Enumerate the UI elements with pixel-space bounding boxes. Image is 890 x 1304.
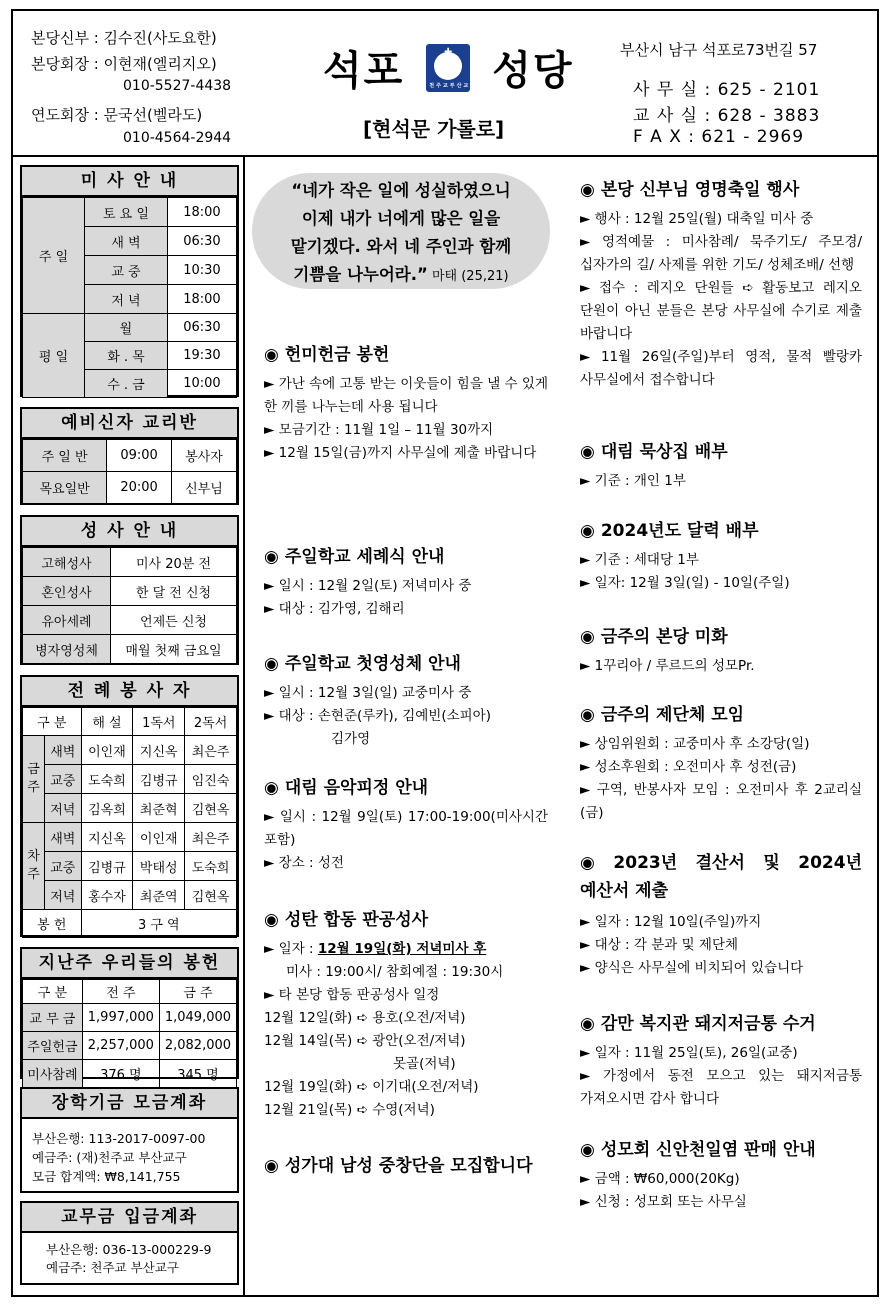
this-week-amount: 1,049,000 (159, 1004, 236, 1032)
bullet-icon: ◉ (264, 345, 279, 365)
tithe-title: 교무금 입금계좌 (22, 1203, 237, 1233)
section-choir-recruit (264, 1152, 548, 1186)
section-feast-day (580, 178, 862, 392)
class-teacher: 봉사자 (171, 440, 236, 472)
bank-line: 부산은행: 036-13-000229-9 (46, 1242, 212, 1257)
offering-value: 3 구 역 (81, 910, 236, 938)
bullet-icon: ◉ (580, 1014, 595, 1034)
section-baptism (264, 545, 548, 621)
this-week-amount: 345 명 (159, 1060, 236, 1088)
section-item: ► 1꾸리아 / 루르드의 성모Pr. (580, 658, 755, 674)
bullet-icon: ◉ (264, 1156, 279, 1176)
offering-type: 교 무 금 (23, 1004, 83, 1032)
church-title (323, 39, 574, 96)
this-week-amount: 2,082,000 (159, 1032, 236, 1060)
quote-line: “네가 작은 일에 성실하였으니 (291, 181, 511, 200)
schedule-line: 12월 12일(화) ➪ 용호(오전/저녁) (264, 1010, 466, 1026)
catechumen-table (22, 439, 237, 504)
mass-time-label: 토 요 일 (85, 198, 168, 227)
col-header: 구 분 (23, 980, 83, 1004)
section-cleaning (580, 625, 862, 678)
mass-time: 06:30 (167, 227, 236, 256)
server-name: 이인재 (81, 736, 133, 765)
bank-line: 부산은행: 113-2017-0097-00 (32, 1131, 206, 1146)
patron-subtitle: [현석문 가롤로] (363, 117, 505, 141)
server-name: 최은주 (185, 823, 237, 852)
mass-time-label: 월 (85, 314, 168, 342)
mass-time-label: 교 중 (85, 256, 168, 285)
section-item: ► 성소후원회 : 오전미사 후 성전(금) (580, 759, 797, 775)
quote-line: 맡기겠다. 와서 네 주인과 함께 (290, 237, 512, 256)
scholarship-info (22, 1119, 237, 1190)
liturgy-servers (20, 675, 239, 937)
section-title: 성가대 남성 중창단을 모집합니다 (284, 1156, 533, 1176)
mass-time-label: 저 녁 (85, 285, 168, 314)
section-title: 감만 복지관 돼지저금통 수거 (600, 1014, 816, 1034)
section-title: 성모회 신안천일염 판매 안내 (600, 1140, 816, 1160)
section-item: ► 상임위원회 : 교중미사 후 소강당(일) (580, 736, 810, 752)
mass-time-label: 새 벽 (85, 227, 168, 256)
teacher-phone: 교 사 실 : 628 - 3883 (633, 106, 821, 126)
section-piggybank (580, 1012, 862, 1111)
section-item: ► 기준 : 세대당 1부 (580, 552, 699, 568)
tithe-info (22, 1233, 237, 1281)
mass-time: 06:30 (167, 314, 236, 342)
last-week-amount: 2,257,000 (82, 1032, 159, 1060)
sacrament-name: 고해성사 (23, 548, 111, 577)
item-prefix: ► 일자 : (264, 941, 318, 957)
section-item: ► 일시 : 12월 2일(토) 저녁미사 중 (264, 578, 472, 594)
section-item: ► 일자 : 12월 10일(주일)까지 (580, 914, 762, 930)
server-name: 도숙희 (185, 852, 237, 881)
schedule-line-cont: 못골(저녁) (393, 1056, 456, 1072)
server-name: 임진숙 (185, 765, 237, 794)
bullet-icon: ◉ (580, 521, 595, 541)
offering-summary (20, 947, 239, 1083)
bullet-icon: ◉ (264, 547, 279, 567)
sacrament-note: 한 달 전 신청 (111, 577, 237, 606)
bullet-icon: ◉ (580, 705, 595, 725)
mass-title: 미 사 안 내 (22, 167, 237, 197)
section-rice-offering (264, 343, 548, 465)
title-part-2: 성당 (492, 48, 574, 94)
col-header: 전 주 (82, 980, 159, 1004)
class-time: 09:00 (107, 440, 172, 472)
sacrament-name: 병자영성체 (23, 635, 111, 664)
this-week-label: 금주 (23, 736, 45, 823)
mass-slot: 새벽 (45, 736, 82, 765)
server-name: 김병규 (81, 852, 133, 881)
class-time: 20:00 (107, 472, 172, 504)
section-item: ► 모금기간 : 11월 1일 – 11월 30까지 (264, 422, 494, 438)
next-week-label: 차주 (23, 823, 45, 910)
section-item: ► 타 본당 합동 판공성사 일정 (264, 987, 440, 1003)
server-name: 최준혁 (133, 794, 185, 823)
scholarship-title: 장학기금 모금계좌 (22, 1089, 237, 1119)
section-budget (580, 849, 862, 980)
bullet-icon: ◉ (580, 180, 595, 200)
church-emblem-icon: ✝ 천주교부산교구 (426, 44, 470, 92)
section-item: ► 일자 : 11월 25일(토), 26일(교중) (580, 1045, 798, 1061)
president-line: 본당회장 : 이현재(엘리지오) (31, 55, 217, 73)
mass-time-label: 화 . 목 (85, 342, 168, 370)
schedule-line: 12월 19일(화) ➪ 이기대(오전/저녁) (264, 1079, 479, 1095)
mass-slot: 저녁 (45, 794, 82, 823)
section-item: ► 대상 : 손현준(루카), 김예빈(소피아) (264, 708, 491, 724)
last-week-amount: 1,997,000 (82, 1004, 159, 1032)
mass-time: 19:30 (167, 342, 236, 370)
col-header: 해 설 (81, 708, 133, 736)
section-salt-sale (580, 1138, 862, 1214)
tithe-account (20, 1201, 239, 1285)
section-title: 헌미헌금 봉헌 (284, 345, 390, 365)
schedule-line: 12월 21일(목) ➪ 수영(저녁) (264, 1102, 435, 1118)
quote-last: 기쁨을 나누어라.” (293, 265, 428, 284)
section-title: 금주의 제단체 모임 (600, 705, 745, 725)
owner-line: 예금주: 천주교 부산교구 (46, 1260, 179, 1275)
servers-table (22, 707, 237, 938)
mass-time: 10:30 (167, 256, 236, 285)
offering-title: 지난주 우리들의 봉헌 (22, 949, 237, 979)
col-header: 금 주 (159, 980, 236, 1004)
section-item-cont: 미사 : 19:00시/ 참회예절 : 19:30시 (286, 964, 504, 980)
address: 부산시 남구 석포로73번길 57 (620, 41, 818, 59)
header (13, 11, 877, 157)
server-name: 홍수자 (81, 881, 133, 910)
quote-line (252, 261, 550, 291)
left-column (13, 157, 245, 1295)
server-name: 지신옥 (133, 736, 185, 765)
quote-reference: 마태 (25,21) (427, 269, 509, 284)
mass-schedule (20, 165, 239, 397)
section-item: ► 11월 26일(주일)부터 영적, 물적 빨랑카 사무실에서 접수합니다 (580, 349, 862, 388)
section-item: ► 대상 : 각 분과 및 제단체 (580, 937, 739, 953)
catechumen-title: 예비신자 교리반 (22, 409, 237, 439)
bullet-icon: ◉ (264, 778, 279, 798)
section-item: ► 신청 : 성모회 또는 사무실 (580, 1194, 747, 1210)
section-item: ► 일자: 12월 3일(일) - 10일(주일) (580, 575, 790, 591)
class-teacher: 신부님 (171, 472, 236, 504)
section-title: 금주의 본당 미화 (600, 627, 728, 647)
quote-line: 이제 내가 너에게 많은 일을 (301, 209, 501, 228)
sacrament-note: 매월 첫째 금요일 (111, 635, 237, 664)
scholarship-account (20, 1087, 239, 1193)
mass-table (22, 197, 237, 398)
servers-title: 전 례 봉 사 자 (22, 677, 237, 707)
col-header: 2독서 (185, 708, 237, 736)
section-item: ► 일시 : 12월 3일(일) 교중미사 중 (264, 685, 472, 701)
mass-time-label: 수 . 금 (85, 370, 168, 398)
class-name: 목요일반 (23, 472, 107, 504)
class-name: 주 일 반 (23, 440, 107, 472)
mass-time: 10:00 (167, 370, 236, 398)
section-item: ► 금액 : ₩60,000(20Kg) (580, 1171, 740, 1187)
section-title: 성탄 합동 판공성사 (284, 910, 429, 930)
server-name: 김병규 (133, 765, 185, 794)
col-header: 구 분 (23, 708, 82, 736)
section-title: 본당 신부님 영명축일 행사 (600, 180, 800, 200)
fax: F A X : 621 - 2969 (633, 127, 805, 147)
section-title: 주일학교 첫영성체 안내 (284, 654, 461, 674)
office-phone: 사 무 실 : 625 - 2101 (633, 80, 821, 100)
total-line: 모금 합계액: ₩8,141,755 (32, 1169, 181, 1184)
section-item: ► 영적예물 : 미사참례/ 묵주기도/ 주모경/ 십자가의 길/ 사제를 위한 기도/ 성체조배/ 선행 (580, 234, 862, 273)
col-header: 1독서 (133, 708, 185, 736)
section-music-retreat (264, 776, 548, 875)
sacrament-note: 언제든 신청 (111, 606, 237, 635)
offering-label: 봉 헌 (23, 910, 82, 938)
president-phone: 010-5527-4438 (123, 78, 232, 94)
offering-type: 주일헌금 (23, 1032, 83, 1060)
section-advent-book (580, 440, 862, 493)
bullet-icon: ◉ (264, 654, 279, 674)
section-item: ► 양식은 사무실에 비치되어 있습니다 (580, 960, 804, 976)
server-name: 김현옥 (185, 794, 237, 823)
section-item: ► 행사 : 12월 25일(월) 대축일 미사 중 (580, 211, 814, 227)
sacrament-title: 성 사 안 내 (22, 517, 237, 547)
server-name: 최준역 (133, 881, 185, 910)
section-item: ► 12월 15일(금)까지 사무실에 제출 바랍니다 (264, 445, 537, 461)
schedule-line: 12월 14일(목) ➪ 광안(오전/저녁) (264, 1033, 466, 1049)
confession-date: 12월 19일(화) 저녁미사 후 (317, 941, 487, 957)
server-name: 도숙희 (81, 765, 133, 794)
offering-table (22, 979, 237, 1088)
server-name: 박태성 (133, 852, 185, 881)
server-name: 김현옥 (185, 881, 237, 910)
server-name: 최은주 (185, 736, 237, 765)
sunday-label: 주 일 (23, 198, 85, 314)
section-item: ► 일시 : 12월 9일(토) 17:00-19:00(미사시간 포함) (264, 809, 548, 848)
section-title: 대림 묵상집 배부 (600, 442, 728, 462)
section-item: ► 기준 : 개인 1부 (580, 473, 686, 489)
mass-slot: 저녁 (45, 881, 82, 910)
sacrament-info (20, 515, 239, 665)
section-christmas-confession (264, 908, 548, 1122)
section-meetings (580, 703, 862, 825)
sacrament-note: 미사 20분 전 (111, 548, 237, 577)
bullet-icon: ◉ (580, 627, 595, 647)
bible-quote (252, 173, 550, 289)
bullet-icon: ◉ (580, 442, 595, 462)
owner-line: 예금주: (재)천주교 부산교구 (32, 1150, 187, 1165)
mass-slot: 교중 (45, 765, 82, 794)
section-item: ► 접수 : 레지오 단원들 ➪ 활동보고 레지오 단원이 아닌 분들은 본당 사무실에 수기로 제출 바랍니다 (580, 280, 862, 342)
section-item: ► 가난 속에 고통 받는 이웃들이 힘을 낼 수 있게 한 끼를 나누는데 사용 됩니다 (264, 376, 548, 415)
section-item: ► 대상 : 김가영, 김해리 (264, 601, 405, 617)
section-title: 대림 음악피정 안내 (284, 778, 429, 798)
server-name: 김옥희 (81, 794, 133, 823)
mass-time: 18:00 (167, 198, 236, 227)
yeondo-phone: 010-4564-2944 (123, 130, 232, 146)
section-item: ► 장소 : 성전 (264, 855, 344, 871)
yeondo-line: 연도회장 : 문국선(벨라도) (31, 106, 203, 124)
title-part-1: 석포 (323, 48, 405, 94)
bullet-icon: ◉ (580, 1140, 595, 1160)
server-name: 이인재 (133, 823, 185, 852)
section-first-communion (264, 652, 548, 751)
mass-time: 18:00 (167, 285, 236, 314)
sacrament-name: 유아세례 (23, 606, 111, 635)
mass-slot: 새벽 (45, 823, 82, 852)
pastor-line: 본당신부 : 김수진(사도요한) (31, 29, 217, 47)
last-week-amount: 376 명 (82, 1060, 159, 1088)
section-title: 2024년도 달력 배부 (600, 521, 759, 541)
bullet-icon: ◉ (264, 910, 279, 930)
section-item-cont: 김가영 (331, 731, 371, 747)
sacrament-name: 혼인성사 (23, 577, 111, 606)
section-item: ► 구역, 반봉사자 모임 : 오전미사 후 2교리실(금) (580, 782, 862, 821)
section-title: 2023년 결산서 및 2024년 예산서 제출 (580, 853, 862, 901)
mass-slot: 교중 (45, 852, 82, 881)
catechumen-class (20, 407, 239, 505)
section-calendar (580, 519, 862, 595)
sacrament-table (22, 547, 237, 664)
weekday-label: 평 일 (23, 314, 85, 398)
section-title: 주일학교 세례식 안내 (284, 547, 445, 567)
section-item: ► 가정에서 동전 모으고 있는 돼지저금통 가져오시면 감사 합니다 (580, 1068, 862, 1107)
bullet-icon: ◉ (580, 853, 608, 873)
server-name: 지신옥 (81, 823, 133, 852)
offering-type: 미사참례 (23, 1060, 83, 1088)
